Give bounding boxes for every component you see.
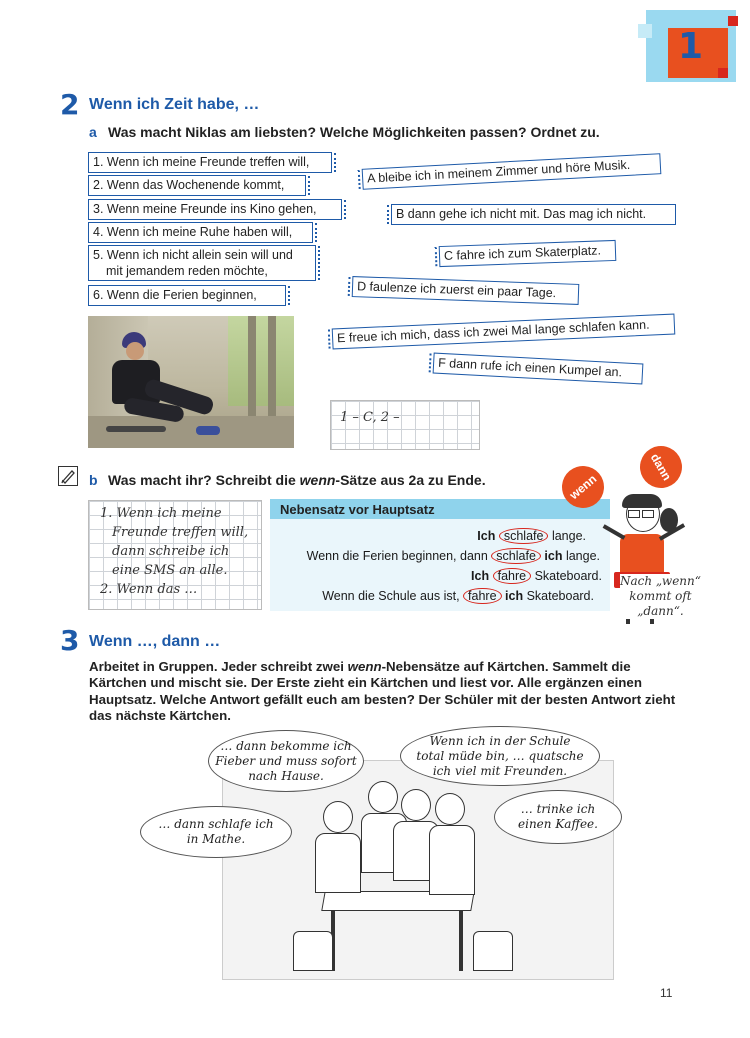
notebook-text: 1. Wenn ich meine Freunde treffen will, dann schreibe ich eine SMS an alle. 2. Wenn das … (100, 506, 249, 597)
chapter-tab-decoration (638, 10, 743, 90)
page-number: 11 (660, 986, 673, 1000)
left-card-1: 1. Wenn ich meine Freunde treffen will, (88, 152, 332, 173)
task-a-instruction: Was macht Niklas am liebsten? Welche Möglichkeiten passen? Ordnet zu. (108, 124, 600, 140)
task-a-label: a (89, 124, 97, 140)
left-card-2: 2. Wenn das Wochenende kommt, (88, 175, 306, 196)
right-card-e: E freue ich mich, dass ich zwei Mal lange schlafen kann. (332, 314, 676, 350)
girl-note: Nach „wenn“ kommt oft „dann“. (620, 574, 701, 618)
answer-note: 1 – C, 2 – (340, 410, 400, 425)
right-card-d: D faulenze ich zuerst ein paar Tage. (352, 276, 580, 305)
grammar-title: Nebensatz vor Hauptsatz (280, 502, 435, 517)
right-card-a: A bleibe ich in meinem Zimmer und höre Musik. (362, 153, 662, 190)
exercise-3-number: 3 (60, 624, 80, 657)
exercise-3-instructions: Arbeitet in Gruppen. Jeder schreibt zwei wenn-Nebensätze auf Kärtchen. Sammelt die Kärtchen und mischt sie. Der Erste zieht ein Kärtchen und liest vor. Alle ergänzen einen Hauptsatz. Welche Antwort gefällt euch am besten? Der Schüler mit der besten Antwort zieht das nächste Kärtchen. (89, 659, 676, 723)
ball-dann: dann (632, 438, 689, 495)
left-card-6: 6. Wenn die Ferien beginnen, (88, 285, 286, 306)
task-b-label: b (89, 472, 98, 488)
exercise-3-title: Wenn …, dann … (89, 633, 221, 650)
grammar-row-1: Ich schlafe lange. (477, 529, 586, 543)
ball-wenn: wenn (553, 457, 612, 516)
speech-bubble-1: … dann bekomme ich Fieber und muss sofort nach Hause. (208, 730, 364, 792)
speech-bubble-3: … dann schlafe ich in Mathe. (140, 806, 292, 858)
exercise-2-number: 2 (60, 88, 80, 121)
right-card-c: C fahre ich zum Skaterplatz. (439, 240, 617, 267)
speech-bubble-4: … trinke ich einen Kaffee. (494, 790, 622, 844)
chapter-number: 1 (678, 26, 704, 67)
left-card-4: 4. Wenn ich meine Ruhe haben will, (88, 222, 313, 243)
right-card-b: B dann gehe ich nicht mit. Das mag ich nicht. (391, 204, 676, 225)
grammar-row-2: Wenn die Ferien beginnen, dann schlafe ich lange. (306, 549, 600, 563)
answer-grid (330, 400, 480, 450)
task-b-instruction: Was macht ihr? Schreibt die wenn-Sätze aus 2a zu Ende. (108, 472, 486, 488)
grammar-row-3: Ich fahre Skateboard. (471, 569, 602, 583)
left-card-5: 5. Wenn ich nicht allein sein will und mit jemandem reden möchte, (88, 245, 316, 281)
right-card-f: F dann rufe ich einen Kumpel an. (433, 353, 644, 385)
speech-bubble-2: Wenn ich in der Schule total müde bin, … quatsche ich viel mit Freunden. (400, 726, 600, 786)
grammar-row-4: Wenn die Schule aus ist, fahre ich Skateboard. (322, 589, 594, 603)
exercise-2-title: Wenn ich Zeit habe, … (89, 96, 260, 113)
grammar-box (270, 499, 610, 611)
pencil-icon (58, 466, 78, 486)
photo-niklas (88, 316, 294, 448)
left-card-3: 3. Wenn meine Freunde ins Kino gehen, (88, 199, 342, 220)
